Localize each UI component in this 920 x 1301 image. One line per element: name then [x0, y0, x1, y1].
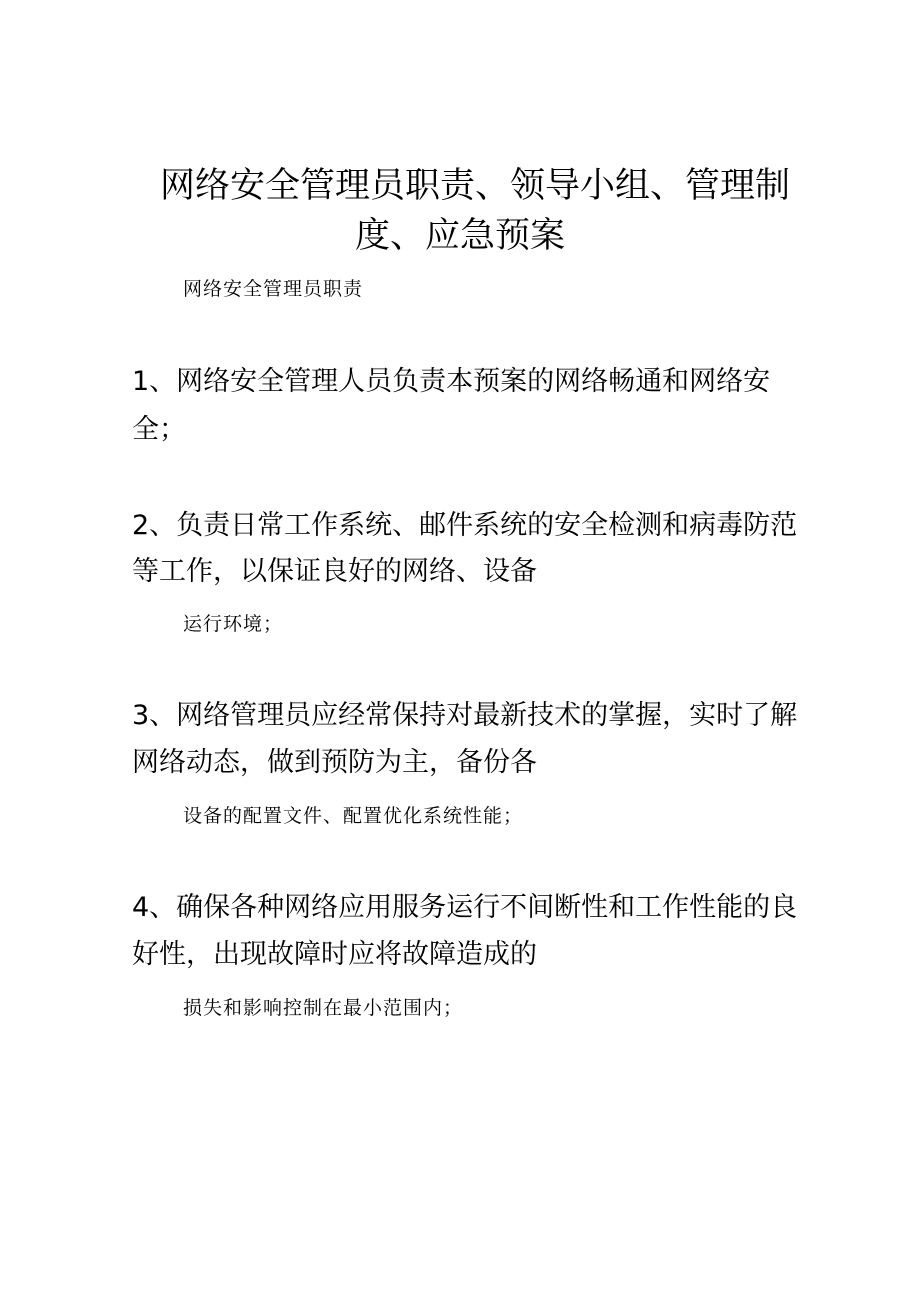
item-3-line-2: 网络动态，做到预防为主，备份各 [132, 747, 537, 778]
item-2-continuation: 运行环境； [183, 613, 284, 635]
item-4-line-1: 4、确保各种网络应用服务运行不间断性和工作性能的良 [132, 892, 798, 923]
document-title-line-1: 网络安全管理员职责、领导小组、管理制 [159, 166, 790, 206]
item-4-line-2: 好性，出现故障时应将故障造成的 [132, 939, 537, 970]
item-2-line-2: 等工作，以保证良好的网络、设备 [132, 556, 537, 587]
item-1-line-1: 1、网络安全管理人员负责本预案的网络畅通和网络安 [132, 366, 771, 397]
item-4-continuation: 损失和影响控制在最小范围内； [183, 997, 464, 1019]
section-heading: 网络安全管理员职责 [183, 278, 364, 300]
document-title-line-2: 度、应急预案 [354, 216, 565, 256]
item-3-line-1: 3、网络管理员应经常保持对最新技术的掌握，实时了解 [132, 700, 798, 731]
item-2-line-1: 2、负责日常工作系统、邮件系统的安全检测和病毒防范 [132, 510, 798, 541]
item-3-continuation: 设备的配置文件、配置优化系统性能； [183, 805, 524, 827]
item-1-line-2: 全； [132, 414, 186, 445]
